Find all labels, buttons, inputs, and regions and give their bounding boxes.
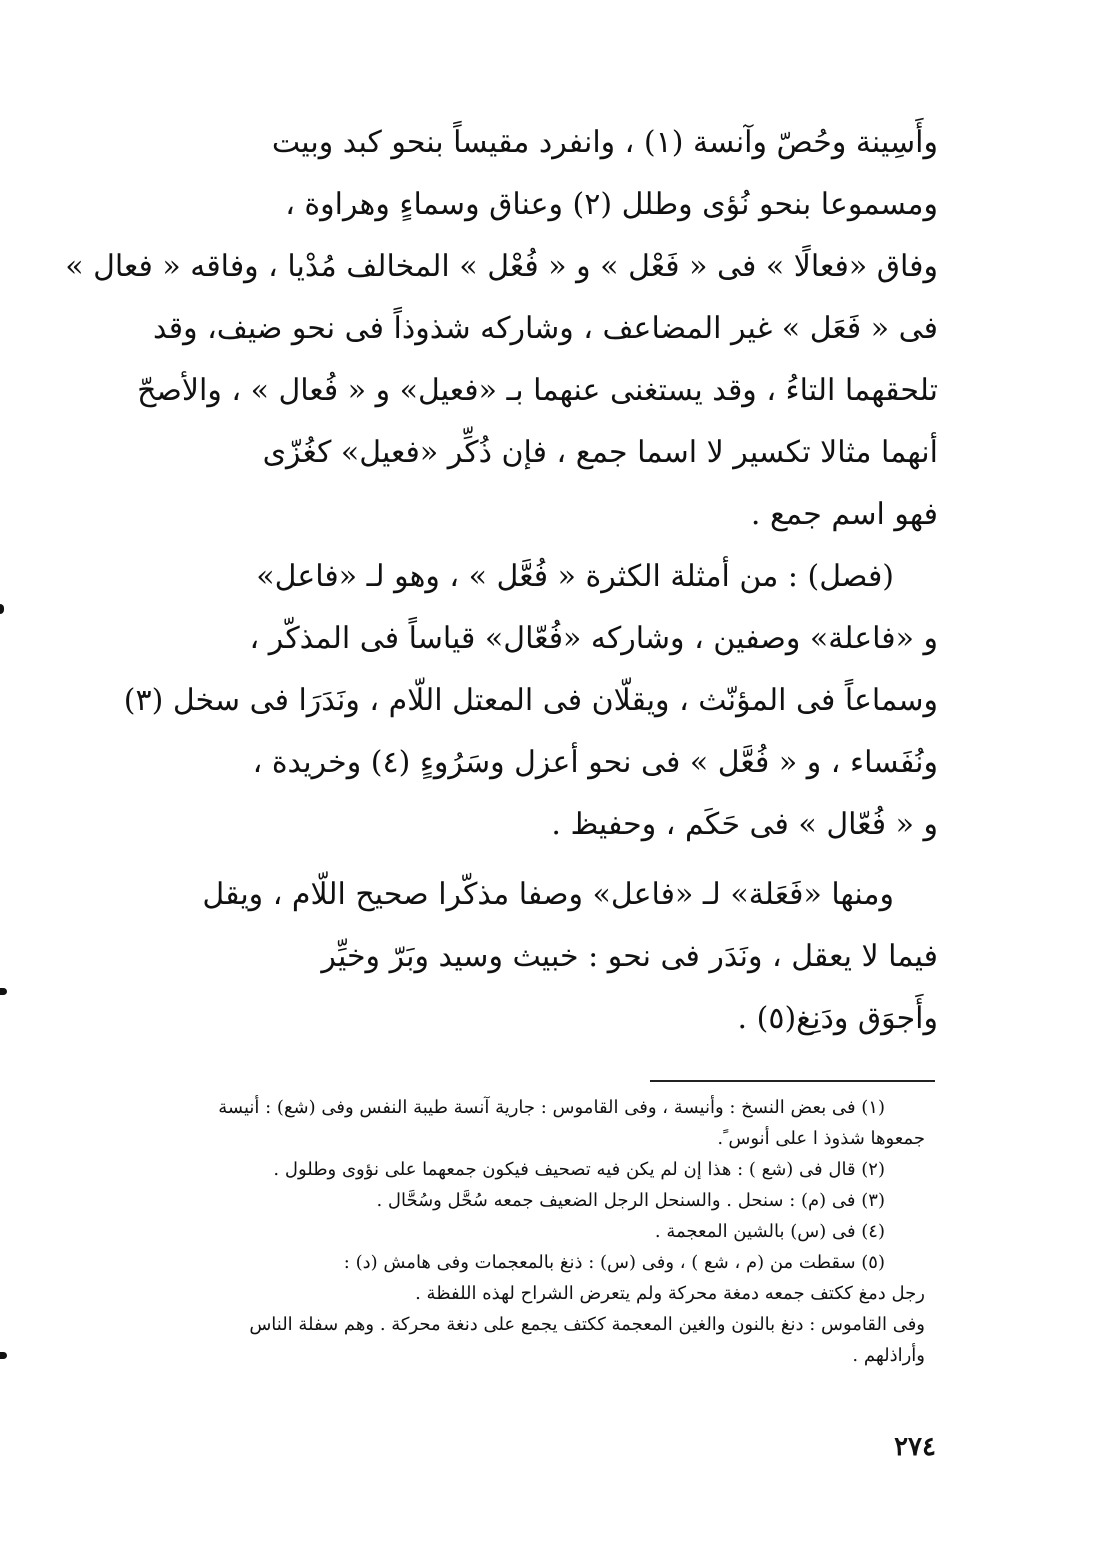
footnote-line: (٣) فى (م) : سنحل . والسنحل الرجل الضعيف جمعه سُحَّل وسُحَّال . <box>376 1190 885 1211</box>
footnote-line: (١) فى بعض النسخ : وأنيسة ، وفى القاموس : جارية آنسة طيبة النفس وفى (شع) : أنيسة <box>218 1097 885 1118</box>
footnote-line: (٥) سقطت من (م ، شع ) ، وفى (س) : ذنغ بالمعجمات وفى هامش (د) : <box>343 1252 885 1273</box>
text-line: فيما لا يعقل ، ونَدَر فى نحو : خبيث وسيد وبَرّ وخيِّر <box>321 939 938 974</box>
footnote-line: (٤) فى (س) بالشين المعجمة . <box>654 1221 885 1242</box>
footnote-line: (٢) قال فى (شع ) : هذا إن لم يكن فيه تصحيف فيكون جمعهما على نؤوى وطلول . <box>273 1159 885 1180</box>
text-line: وفاق «فعالًا » فى « فَعْل » و « فُعْل » المخالف مُدْيا ، وفاقه « فعال » <box>65 249 938 284</box>
margin-mark <box>0 604 4 614</box>
text-line: فى « فَعَل » غير المضاعف ، وشاركه شذوذاً فى نحو ضيف، وقد <box>152 311 938 346</box>
footnote-line: وفى القاموس : دنغ بالنون والغين المعجمة ككتف يجمع على دنغة محركة . وهم سفلة الناس <box>249 1314 925 1335</box>
text-line: ومنها «فَعَلة» لـ «فاعل» وصفا مذكّرا صحيح اللّام ، ويقل <box>202 877 894 912</box>
text-line: وأَجوَق ودَنِغ(٥) . <box>737 1001 938 1036</box>
footnote-separator <box>650 1080 935 1082</box>
page-number: ٢٧٤ <box>894 1432 936 1462</box>
text-line: و « فُعّال » فى حَكَم ، وحفيظ . <box>551 807 938 842</box>
section-heading-line: (فصل) : من أمثلة الكثرة « فُعَّل » ، وهو لـ «فاعل» <box>256 559 894 594</box>
paragraph-gap <box>178 856 938 864</box>
text-line: ونُفَساء ، و « فُعَّل » فى نحو أعزل وسَرُوءٍ (٤) وخريدة ، <box>252 745 938 780</box>
footnote-line: رجل دمغ ككتف جمعه دمغة محركة ولم يتعرض الشراح لهذه اللفظة . <box>415 1283 925 1304</box>
text-line: و «فاعلة» وصفين ، وشاركه «فُعّال» قياساً فى المذكّر ، <box>249 621 938 656</box>
footnote-line: جمعوها شذوذ ا على أنوس ً. <box>717 1128 925 1149</box>
footnotes-block <box>180 1092 925 1371</box>
margin-mark <box>0 988 7 995</box>
text-line: وسماعاً فى المؤنّث ، ويقلّان فى المعتل اللّام ، ونَدَرَا فى سخل (٣) <box>123 683 938 718</box>
footnote-line: وأراذلهم . <box>852 1345 925 1366</box>
text-line: تلحقهما التاءُ ، وقد يستغنى عنهما بـ «فعيل» و « فُعال » ، والأصحّ <box>137 373 938 408</box>
margin-mark <box>0 1352 7 1359</box>
main-text-block <box>65 112 938 1050</box>
text-line: أنهما مثالا تكسير لا اسما جمع ، فإن ذُكِّر «فعيل» كغُزّى <box>262 435 938 470</box>
text-line: وأَسِينة وحُصّ وآنسة (١) ، وانفرد مقيساً بنحو كبد وبيت <box>271 125 938 160</box>
text-line: ومسموعا بنحو نُؤى وطلل (٢) وعناق وسماءٍ وهراوة ، <box>285 187 938 222</box>
text-line: فهو اسم جمع . <box>750 497 938 532</box>
